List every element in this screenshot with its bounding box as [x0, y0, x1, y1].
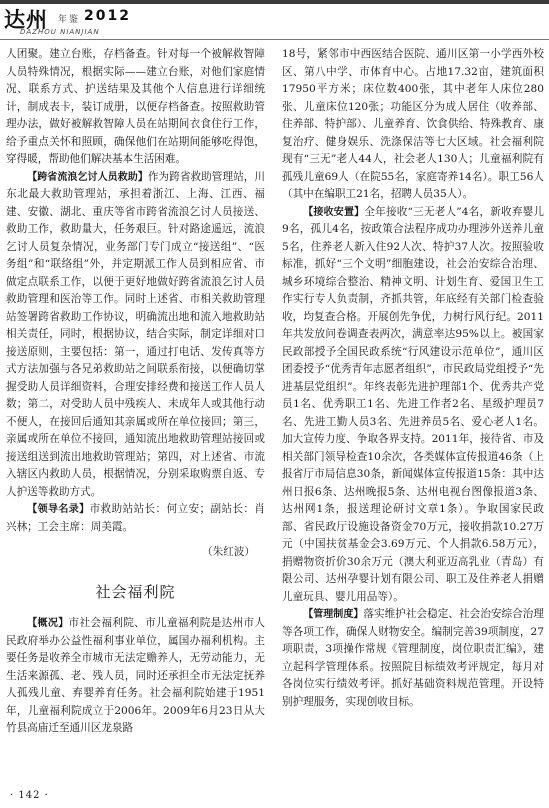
- section-tag: 【管理制度】: [303, 609, 364, 620]
- author-credit: （朱红波）: [202, 546, 255, 558]
- paragraph-text: 市救助站站长：何立安；副站长：肖兴林；工会主席：周美霞。: [6, 503, 265, 533]
- right-column: [282, 46, 544, 711]
- section-tag: 【概况】: [27, 618, 69, 629]
- header-rule: [0, 39, 549, 40]
- paragraph-continuation: 18号，紧邻市中西医结合医院、通川区第一小学西外校区、第八中学、市体育中心。占地17.32亩，建筑面积17950平方米；床位数400张，其中老年人床位280张、儿童床位120张；功能区分为成人居住（收养部、住养部、特护部）、儿童养育、饮食供给、特殊教育、康复治疗、健身娱乐、洗涤保洁等七大区域。社会福利院现有“三无”老人44人，社会老人130人；儿童福利院有孤残儿童69人（在院55名，家庭寄养14名）。职工56人（其中在编职工21名，招聘人员35人）。: [282, 48, 544, 200]
- header-band: [0, 0, 549, 4]
- section-tag: 【接收安置】: [303, 206, 365, 218]
- paragraph-text: 落实维护社会稳定、社会治安综合治理等各项工作，确保人财物安全。编制完善39项制度，27项职责，3项操作常规《管理制度，岗位职责汇编》，建立起科学管理体系。按照院目标绩效考评规定，每月对各岗位实行绩效考评。抓好基础资料规范管理。开设特别护理服务，实现创收目标。: [282, 608, 545, 708]
- paragraph-text: 市社会福利院、市儿童福利院是达州市人民政府举办公益性福利事业单位，属国办福利机构。主要任务是收养全市城市无法定赡养人，无劳动能力，无生活来源孤、老、残人员，同时还承担全市无法定抚养人孤残儿童、弃婴养育任务。社会福利院始建于1951年，儿童福利院成立于2006年。2009年6月23日从大竹县高庙迁至通川区龙泉路: [6, 617, 266, 734]
- section-tag: 【跨省流浪乞讨人员救助】: [27, 171, 148, 183]
- running-header: [0, 0, 549, 42]
- paragraph-management: [282, 606, 544, 711]
- paragraph-reception: [282, 204, 544, 607]
- paragraph-text: 作为跨省救助管理站，川东北最大救助管理站，承担着浙江、上海、江西、福建、安徽、湖北、重庆等省市跨省流浪乞讨人员接送、救助工作，救助量大，任务艰巨。针对路途遥远，流浪乞讨人员复杂情况，业务部门专门成立“接送组”、“医务组”和“联络组”外，并定期派工作人员到相应省、市做定点联系工作，以便于更好地做好跨省流浪乞讨人员救助管理和医治等工作。同时上述省、市相关救助管理站签署跨省救助工作协议，明确流出地和流入地救助站相关责任，同时，根据协议，结合实际，制定详细对口接送原则，主要包括：第一，通过打电话、发传真等方式方法加强与各兄弟救助站之间联系衔接，以便确切掌握受助人员详细资料，合理安排经费和接送工作人员人数；第二，对受助人员中残疾人、未成年人或其他行动不便人，在接回后通知其亲属或所在单位接回；第三，亲属或所在单位不接回，通知流出地救助管理站接回或接送组送到流出地救助管理站；第四，对上述省、市流入辖区内救助人员，根据情况，分别采取购票自返、专人护送等救助方式。: [6, 170, 266, 498]
- paragraph-continuation: 人团聚。建立台账，存档备查。针对每一个被解救智障人员特殊情况，根据实际——建立台账，对他们家庭情况、联系方式、护送结果及其他个人信息进行详细统计，制成表卡，装订成册，以便存档备查。按照救助管理办法，做好被解救智障人员在站期间衣食住行工作，给予重点关怀和照顾，确保他们在站期间能够吃得饱，穿得暖，帮助他们解决基本生活困难。: [6, 48, 265, 165]
- paragraph-cross-province-aid: [6, 169, 265, 502]
- paragraph-overview: [6, 615, 265, 738]
- yearbook-pinyin: DAZHOU NIANJIAN: [20, 28, 100, 36]
- yearbook-year: 2012: [84, 8, 131, 24]
- yearbook-name: 达州: [4, 8, 48, 32]
- section-tag: 【领导名录】: [27, 504, 90, 515]
- page-number: · 142 ·: [10, 790, 49, 801]
- section-title: 社会福利院: [95, 582, 176, 601]
- yearbook-label: 年鉴: [58, 15, 81, 25]
- paragraph-leadership: [6, 501, 265, 536]
- paragraph-text: 全年接收“三无老人”4名，新收弃婴儿9名，孤儿4名，按政策合法程序成功办理涉外送养儿童5名，住养老人新入住92人次、特护37人次。按照验收标准，抓好“三个文明”细胞建设，社会治安综合治理、城乡环境综合整治、精神文明、计划生育、爱国卫生工作实行专人负责制，齐抓共管，年底经有关部门检查验收，均复查合格。开展创先争优，力树行风行纪。2011年共发放问卷调查表两次，满意率达95%以上。被国家民政部授予全国民政系统“行风建设示范单位”，通川区团委授予“优秀青年志愿者组织”，市民政局党组授予“先进基层党组织”。年终表彰先进护理部1个、优秀共产党员1名、优秀职工1名、先进工作者2名、星级护理员7名、先进工勤人员3名、先进养员5名、爱心老人1名。加大宣传力度、争取各界支持。2011年，接待省、市及相关部门领导检查10余次，各类媒体宣传报道46条（上报省厅市局信息30条，新闻媒体宣传报道15条：其中达州日报6条、达州晚报5条、达州电视台图像报道3条、达州网1条，报送理论研讨文章1条）。争取国家民政部、省民政厅设施设备资金70万元，接收捐款10.27万元（中国扶贫基金会3.69万元、个人捐款6.58万元），捐赠物资折价30余万元（澳大利亚迈高乳业（青岛）有限公司、达州孕婴计划有限公司、职工及住养老人捐赠儿童玩具、婴儿用品等）。: [282, 205, 544, 603]
- left-column: [6, 46, 265, 738]
